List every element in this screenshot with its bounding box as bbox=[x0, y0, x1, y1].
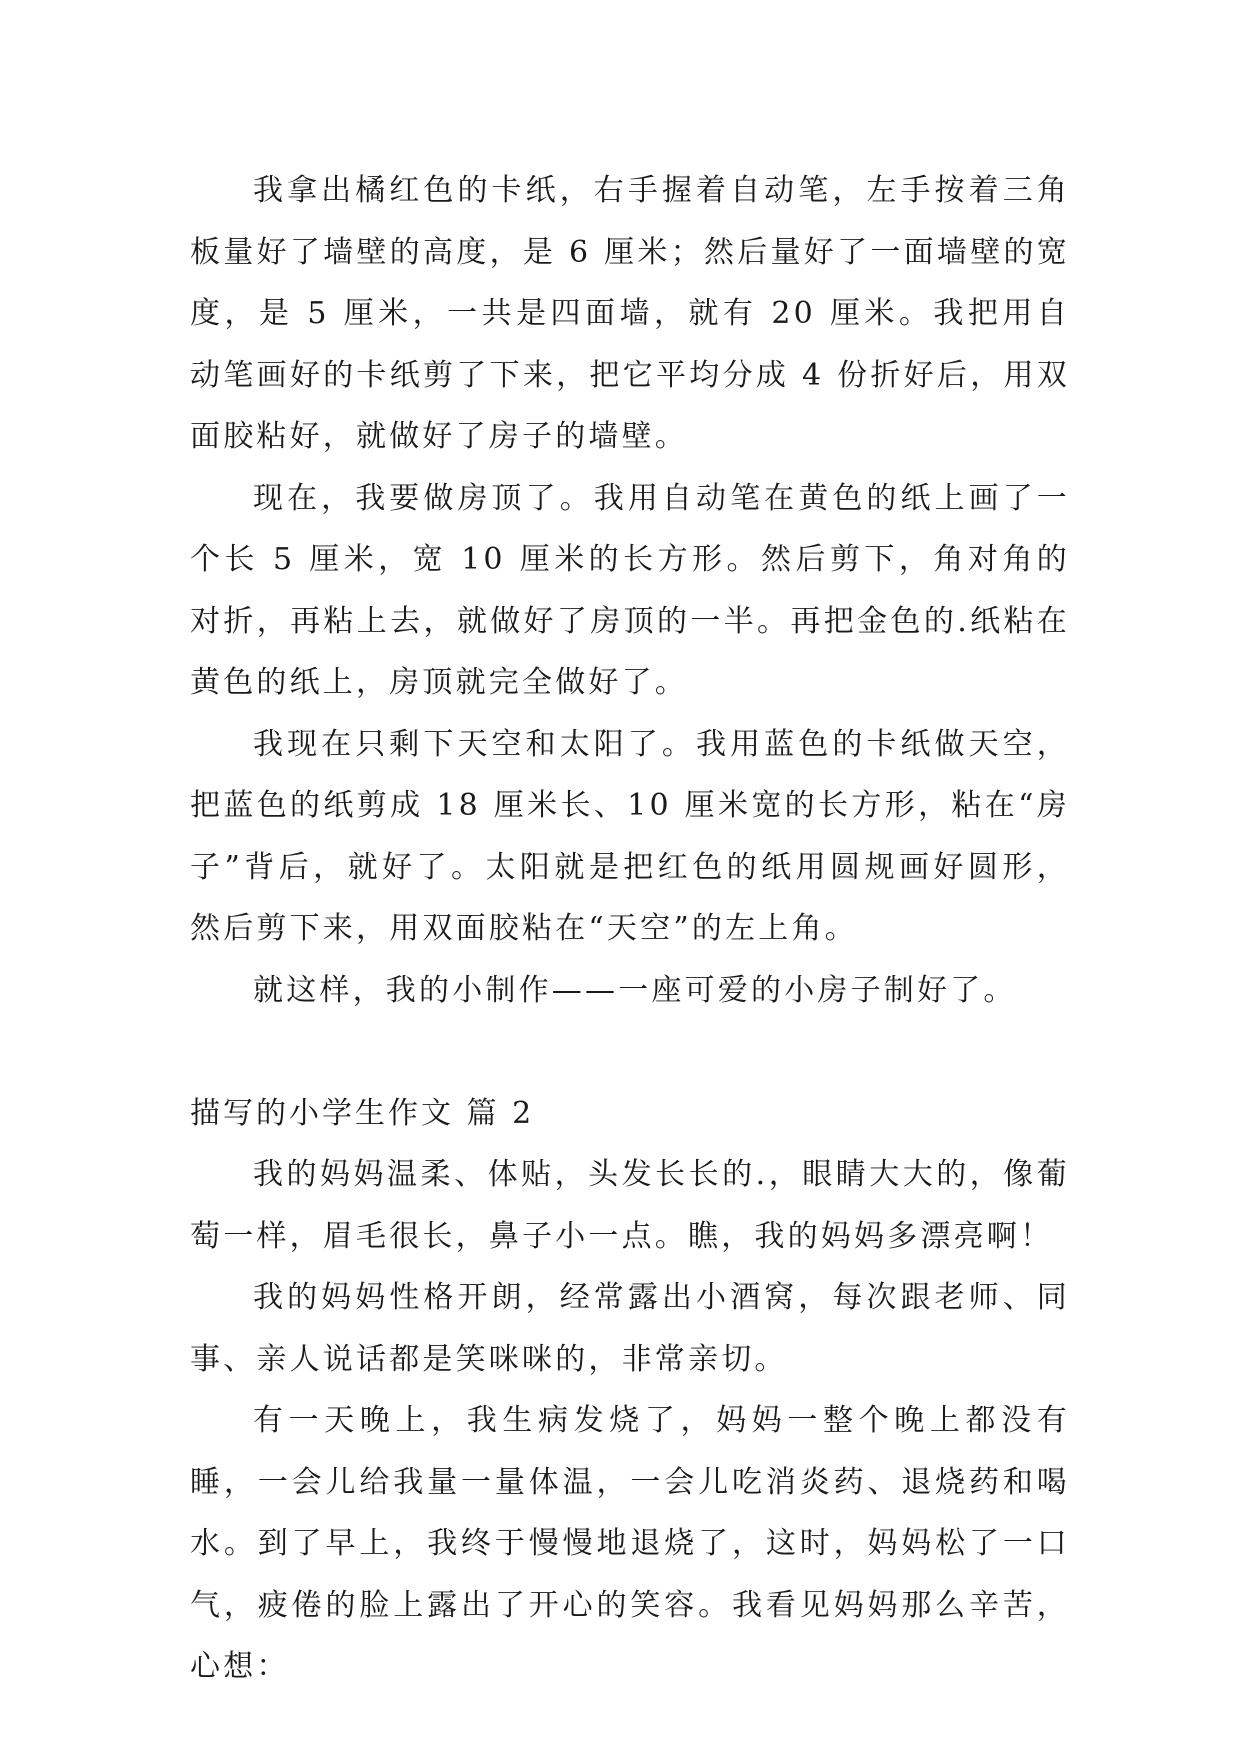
section-heading: 描写的小学生作文 篇 2 bbox=[190, 1095, 535, 1131]
paragraph-fever-night: 有一天晚上，我生病发烧了，妈妈一整个晚上都没有睡，一会儿给我量一量体温，一会儿吃消炎药、退烧药和喝水。到了早上，我终于慢慢地退烧了，这时，妈妈松了一口气，疲倦的脸上露出了开心的笑容。我看见妈妈那么辛苦，心想： bbox=[190, 1403, 1070, 1684]
paragraph-walls: 我拿出橘红色的卡纸，右手握着自动笔，左手按着三角板量好了墙壁的高度，是 6 厘米；然后量好了一面墙壁的宽度，是 5 厘米，一共是四面墙，就有 20 厘米。我把用自动笔画好的卡纸剪了下来，把它平均分成 4 份折好后，用双面胶粘好，就做好了房子的墙壁。 bbox=[190, 173, 1070, 454]
paragraph-conclusion: 就这样，我的小制作——一座可爱的小房子制好了。 bbox=[253, 972, 1017, 1008]
paragraph-sky-sun: 我现在只剩下天空和太阳了。我用蓝色的卡纸做天空，把蓝色的纸剪成 18 厘米长、10 厘米宽的长方形，粘在“房子”背后，就好了。太阳就是把红色的纸用圆规画好圆形，然后剪下来，用双面胶粘在“天空”的左上角。 bbox=[190, 726, 1070, 946]
paragraph-mother-looks: 我的妈妈温柔、体贴，头发长长的.，眼睛大大的，像葡萄一样，眉毛很长，鼻子小一点。瞧，我的妈妈多漂亮啊！ bbox=[190, 1157, 1070, 1254]
paragraph-roof: 现在，我要做房顶了。我用自动笔在黄色的纸上画了一个长 5 厘米，宽 10 厘米的长方形。然后剪下，角对角的对折，再粘上去，就做好了房顶的一半。再把金色的.纸粘在黄色的纸上，房顶就完全做好了。 bbox=[190, 480, 1070, 700]
document-body bbox=[190, 160, 1070, 1698]
paragraph-mother-personality: 我的妈妈性格开朗，经常露出小酒窝，每次跟老师、同事、亲人说话都是笑咪咪的，非常亲切。 bbox=[190, 1280, 1070, 1377]
